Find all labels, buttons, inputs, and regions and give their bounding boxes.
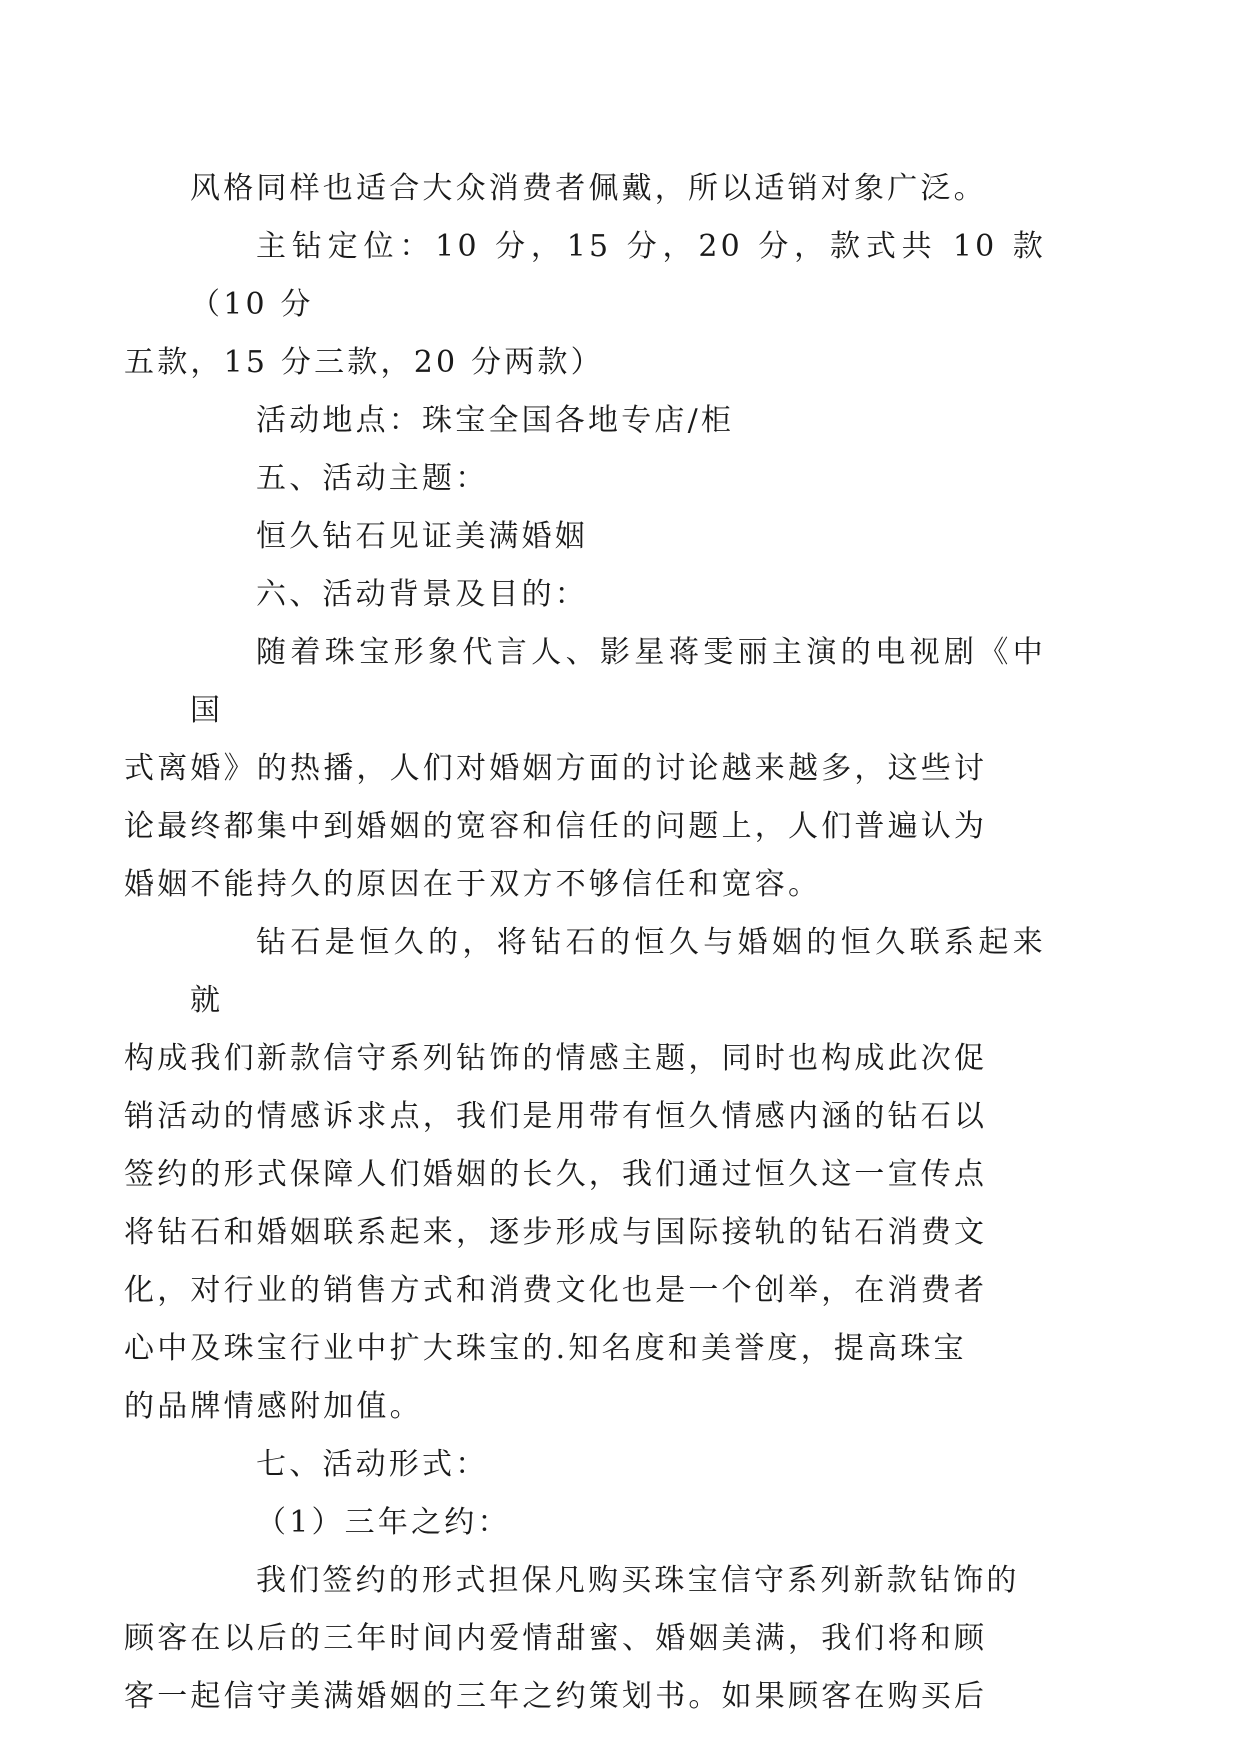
text-line: 论最终都集中到婚姻的宽容和信任的问题上，人们普遍认为 (124, 809, 988, 844)
paragraph-background (124, 624, 1046, 914)
heading-activity-form (190, 1436, 1046, 1494)
text-line: 签约的形式保障人们婚姻的长久，我们通过恒久这一宣传点 (124, 1157, 988, 1192)
text-line: 将钻石和婚姻联系起来，逐步形成与国际接轨的钻石消费文 (124, 1215, 988, 1250)
text-line: 的品牌情感附加值。 (124, 1389, 423, 1424)
text-line: 客一起信守美满婚姻的三年之约策划书。如果顾客在购买后 (124, 1679, 988, 1714)
text-line: 七、活动形式： (256, 1447, 489, 1482)
heading-background (190, 566, 1046, 624)
text-line: 六、活动背景及目的： (256, 577, 588, 612)
heading-three-year-promise (190, 1494, 1046, 1552)
text-line: 活动地点：珠宝全国各地专店/柜 (256, 403, 735, 438)
text-line: 风格同样也适合大众消费者佩戴，所以适销对象广泛。 (190, 171, 987, 206)
text-line: 五、活动主题： (256, 461, 489, 496)
text-line: 心中及珠宝行业中扩大珠宝的.知名度和美誉度，提高珠宝 (124, 1331, 967, 1366)
heading-theme (190, 450, 1046, 508)
paragraph-theme (190, 508, 1046, 566)
paragraph-main-diamond (124, 218, 1046, 392)
text-line: 构成我们新款信守系列钻饰的情感主题，同时也构成此次促 (124, 1041, 988, 1076)
document-body (124, 160, 1046, 1726)
text-line: 我们签约的形式担保凡购买珠宝信守系列新款钻饰的 (256, 1563, 1020, 1598)
paragraph-three-year-promise (124, 1552, 1046, 1726)
text-line: 钻石是恒久的，将钻石的恒久与婚姻的恒久联系起来就 (190, 925, 1046, 1018)
text-line: 婚姻不能持久的原因在于双方不够信任和宽容。 (124, 867, 822, 902)
text-line: 顾客在以后的三年时间内爱情甜蜜、婚姻美满，我们将和顾 (124, 1621, 988, 1656)
text-line: 销活动的情感诉求点，我们是用带有恒久情感内涵的钻石以 (124, 1099, 988, 1134)
text-line: 五款，15 分三款，20 分两款） (124, 345, 604, 380)
text-line: 主钻定位：10 分，15 分，20 分，款式共 10 款（10 分 (190, 229, 1046, 322)
text-line: 恒久钻石见证美满婚姻 (256, 519, 588, 554)
text-line: （1）三年之约： (256, 1505, 511, 1540)
text-line: 式离婚》的热播，人们对婚姻方面的讨论越来越多，这些讨 (124, 751, 988, 786)
paragraph-intro (190, 160, 1046, 218)
paragraph-location (190, 392, 1046, 450)
text-line: 化，对行业的销售方式和消费文化也是一个创举，在消费者 (124, 1273, 988, 1308)
text-line: 随着珠宝形象代言人、影星蒋雯丽主演的电视剧《中国 (190, 635, 1046, 728)
paragraph-diamond-eternal (124, 914, 1046, 1436)
